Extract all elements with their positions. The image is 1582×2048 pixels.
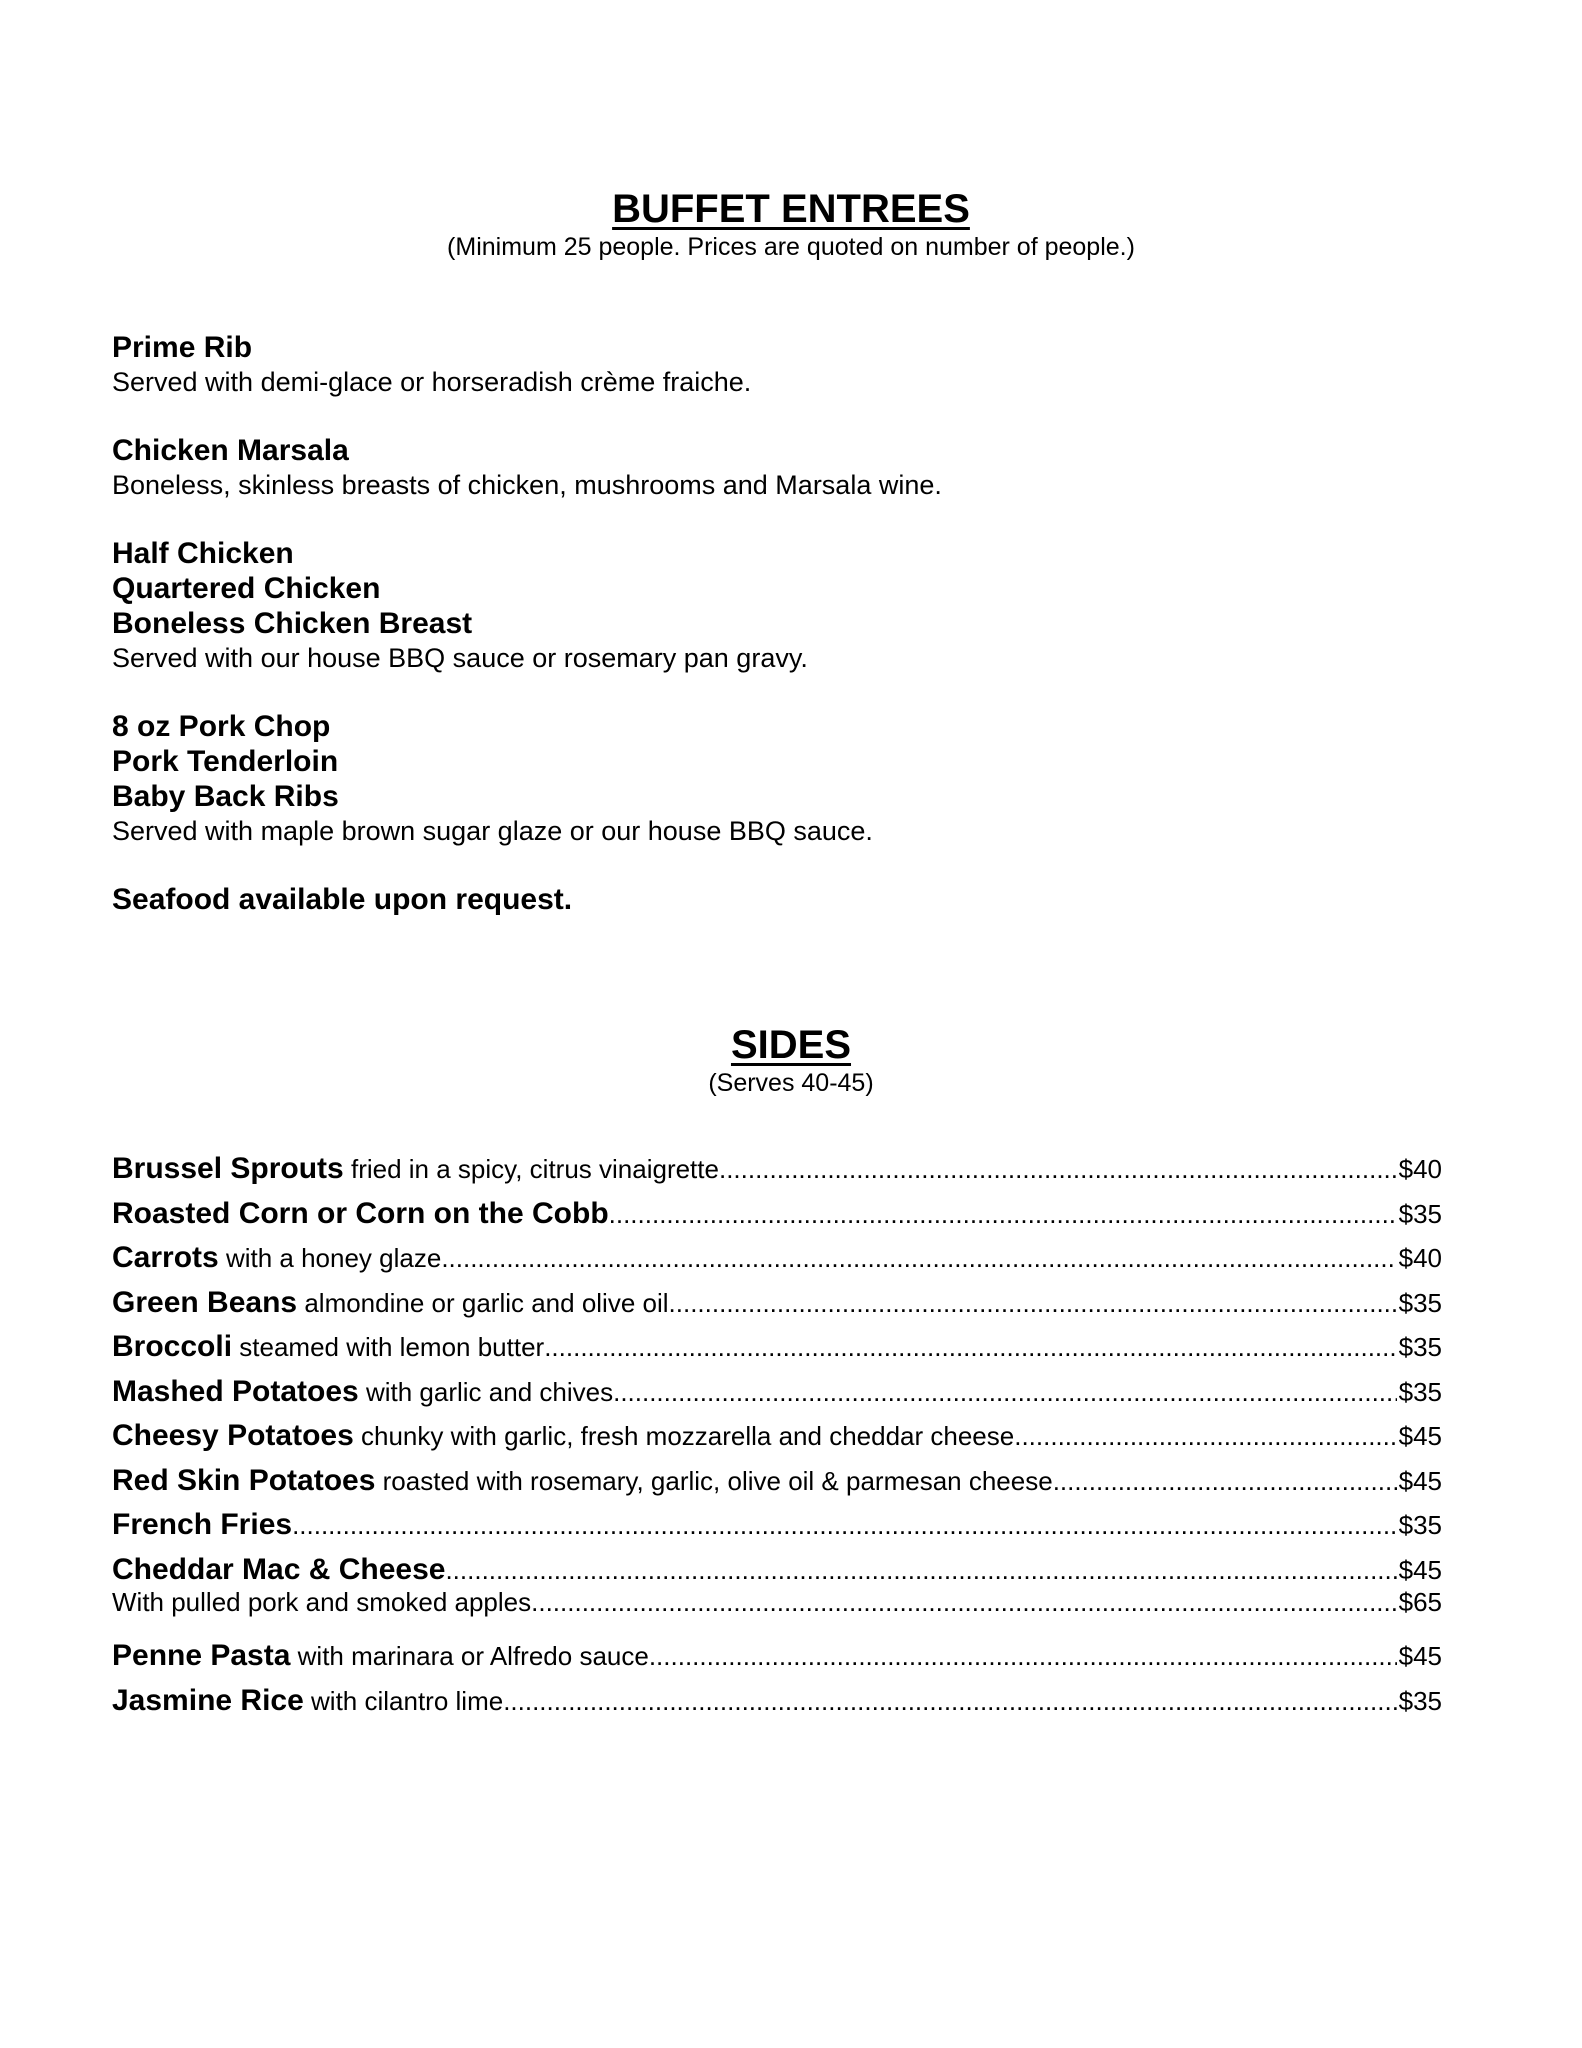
sides-title: SIDES xyxy=(730,1023,852,1067)
dot-leader xyxy=(503,1686,1396,1717)
side-price: $35 xyxy=(1398,1685,1442,1716)
side-price: $35 xyxy=(1398,1510,1442,1540)
dot-leader xyxy=(669,1288,1397,1319)
side-item xyxy=(112,1241,1442,1286)
entree-description: Served with maple brown sugar glaze or our house BBQ sauce. xyxy=(112,816,873,846)
dot-leader xyxy=(613,1377,1397,1408)
entrees-title: BUFFET ENTREES xyxy=(612,187,970,231)
sides-list xyxy=(112,1152,1442,1728)
side-description: with cilantro lime xyxy=(311,1685,504,1716)
dot-leader xyxy=(649,1641,1397,1672)
dot-leader xyxy=(531,1587,1396,1618)
side-price: $45 xyxy=(1398,1641,1442,1671)
side-description: chunky with garlic, fresh mozzarella and cheddar cheese xyxy=(361,1421,1015,1451)
side-item xyxy=(112,1330,1442,1375)
side-description: fried in a spicy, citrus vinaigrette xyxy=(350,1154,719,1184)
dot-leader xyxy=(292,1510,1397,1541)
side-name: Broccoli xyxy=(112,1330,233,1363)
side-price: $35 xyxy=(1398,1376,1442,1407)
entree-name: Pork Tenderloin xyxy=(112,745,339,778)
entree-description: Boneless, skinless breasts of chicken, mushrooms and Marsala wine. xyxy=(112,470,942,500)
side-price: $40 xyxy=(1398,1243,1442,1273)
entree-name: 8 oz Pork Chop xyxy=(112,710,331,743)
entree-group xyxy=(112,433,1472,502)
entree-name: Prime Rib xyxy=(112,331,253,364)
entree-description: Served with demi-glace or horseradish crème fraiche. xyxy=(112,367,752,397)
sides-subtitle: (Serves 40-45) xyxy=(708,1069,874,1097)
side-name: Green Beans xyxy=(112,1285,298,1319)
entree-group xyxy=(112,536,1472,675)
side-price: $45 xyxy=(1398,1554,1442,1585)
side-name: Jasmine Rice xyxy=(112,1683,304,1717)
side-price: $65 xyxy=(1398,1587,1442,1617)
entree-name: Quartered Chicken xyxy=(112,572,381,605)
dot-leader xyxy=(1014,1421,1396,1452)
side-item xyxy=(112,1375,1442,1420)
side-description: with marinara or Alfredo sauce xyxy=(297,1641,649,1671)
entree-group xyxy=(112,330,1472,399)
side-name: French Fries xyxy=(112,1508,293,1541)
side-item xyxy=(112,1286,1442,1331)
entrees-list xyxy=(112,330,1472,917)
entree-name: Half Chicken xyxy=(112,537,294,570)
seafood-note: Seafood available upon request. xyxy=(112,883,573,916)
dot-leader xyxy=(441,1243,1396,1274)
side-name: Red Skin Potatoes xyxy=(112,1463,376,1497)
side-name: Roasted Corn or Corn on the Cobb xyxy=(112,1196,609,1230)
dot-leader xyxy=(544,1332,1396,1363)
side-description: with garlic and chives xyxy=(365,1376,614,1407)
dot-leader xyxy=(445,1555,1396,1586)
side-name: Cheesy Potatoes xyxy=(112,1419,354,1452)
side-price: $40 xyxy=(1398,1154,1442,1184)
dot-leader xyxy=(719,1154,1397,1185)
side-name: Brussel Sprouts xyxy=(112,1152,344,1185)
side-item xyxy=(112,1464,1442,1509)
side-item-variant xyxy=(112,1587,1442,1622)
side-item xyxy=(112,1419,1442,1464)
entrees-subtitle: (Minimum 25 people. Prices are quoted on number of people.) xyxy=(447,233,1135,261)
side-name: Mashed Potatoes xyxy=(112,1374,359,1408)
side-price: $35 xyxy=(1398,1287,1442,1318)
entree-name: Boneless Chicken Breast xyxy=(112,607,473,640)
dot-leader xyxy=(609,1199,1397,1230)
side-item xyxy=(112,1152,1442,1197)
side-price: $35 xyxy=(1398,1198,1442,1229)
side-name: Penne Pasta xyxy=(112,1639,291,1672)
side-description: almondine or garlic and olive oil xyxy=(304,1287,669,1318)
side-price: $35 xyxy=(1398,1332,1442,1362)
side-description: With pulled pork and smoked apples xyxy=(112,1587,532,1617)
side-description: roasted with rosemary, garlic, olive oil & parmesan cheese xyxy=(382,1465,1053,1496)
side-item xyxy=(112,1684,1442,1729)
dot-leader xyxy=(1053,1466,1397,1497)
side-description: with a honey glaze xyxy=(225,1243,442,1273)
side-item xyxy=(112,1508,1442,1553)
side-item xyxy=(112,1639,1442,1684)
side-name: Cheddar Mac & Cheese xyxy=(112,1552,446,1586)
side-description: steamed with lemon butter xyxy=(239,1332,545,1362)
entree-name: Baby Back Ribs xyxy=(112,780,339,813)
side-item xyxy=(112,1197,1442,1242)
side-price: $45 xyxy=(1398,1465,1442,1496)
side-name: Carrots xyxy=(112,1241,219,1274)
entree-group xyxy=(112,709,1472,848)
entree-description: Served with our house BBQ sauce or rosemary pan gravy. xyxy=(112,643,808,673)
entree-name: Chicken Marsala xyxy=(112,434,349,467)
side-price: $45 xyxy=(1398,1421,1442,1451)
